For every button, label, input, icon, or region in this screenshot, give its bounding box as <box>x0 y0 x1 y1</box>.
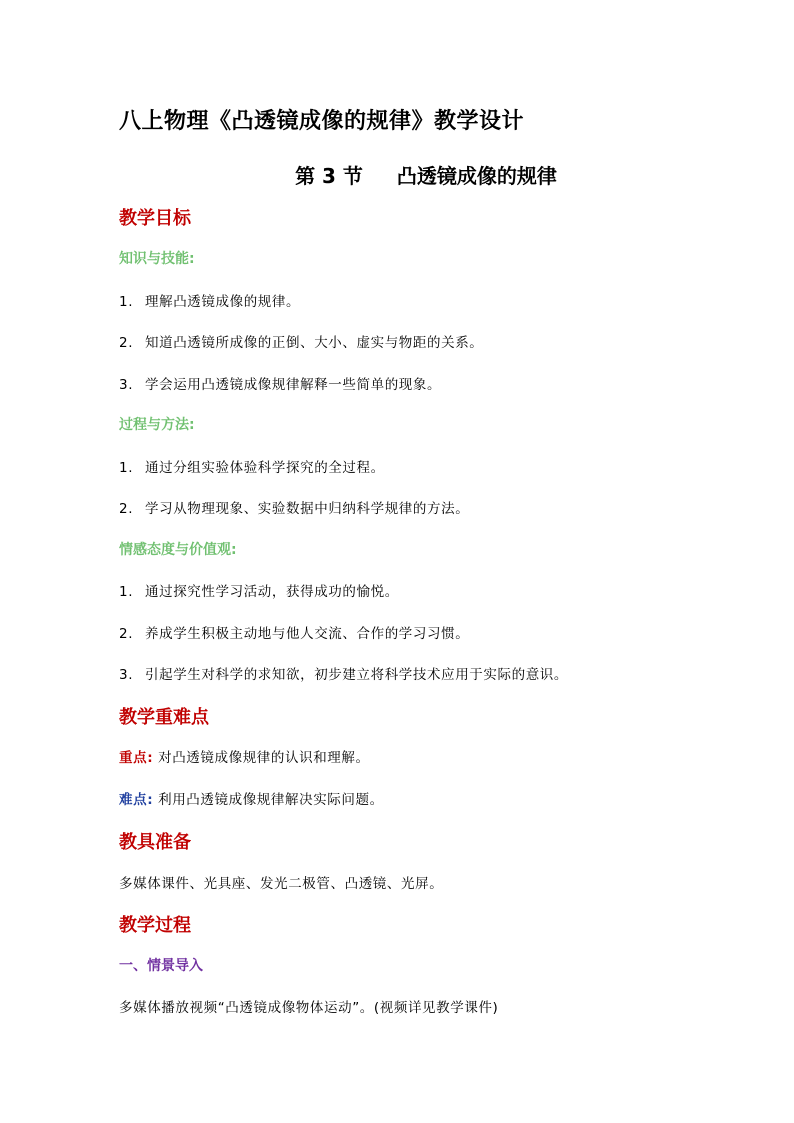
list-item: 1. 理解凸透镜成像的规律。 <box>119 294 301 310</box>
list-item: 2. 知道凸透镜所成像的正倒、大小、虚实与物距的关系。 <box>119 335 484 351</box>
difficulty-text: 利用凸透镜成像规律解决实际问题。 <box>158 792 384 808</box>
difficulty-label: 难点: <box>119 792 154 808</box>
document-title: 八上物理《凸透镜成像的规律》教学设计 <box>119 109 525 134</box>
focus-text: 对凸透镜成像规律的认识和理解。 <box>158 750 370 766</box>
difficulty-paragraph <box>119 788 384 808</box>
process-methods-heading: 过程与方法: <box>119 417 195 433</box>
section-number: 第 3 节 <box>295 164 363 188</box>
list-item: 3. 学会运用凸透镜成像规律解释一些简单的现象。 <box>119 377 442 393</box>
section-title <box>0 160 794 189</box>
knowledge-skills-heading: 知识与技能: <box>119 251 195 267</box>
equipment-heading: 教具准备 <box>119 832 191 853</box>
section-name: 凸透镜成像的规律 <box>396 164 557 188</box>
focus-paragraph <box>119 746 370 766</box>
process-heading: 教学过程 <box>119 915 191 936</box>
list-item: 2. 养成学生积极主动地与他人交流、合作的学习习惯。 <box>119 626 470 642</box>
list-item: 3. 引起学生对科学的求知欲，初步建立将科学技术应用于实际的意识。 <box>119 667 568 683</box>
list-item: 1. 通过分组实验体验科学探究的全过程。 <box>119 460 385 476</box>
equipment-text: 多媒体课件、光具座、发光二极管、凸透镜、光屏。 <box>119 876 444 892</box>
key-points-heading: 教学重难点 <box>119 707 209 728</box>
intro-step-heading: 一、情景导入 <box>119 958 203 974</box>
focus-label: 重点: <box>119 750 154 766</box>
intro-step-text: 多媒体播放视频“凸透镜成像物体运动”。(视频详见教学课件) <box>119 1000 499 1016</box>
list-item: 2. 学习从物理现象、实验数据中归纳科学规律的方法。 <box>119 501 470 517</box>
objectives-heading: 教学目标 <box>119 208 191 229</box>
attitude-values-heading: 情感态度与价值观: <box>119 542 237 558</box>
list-item: 1. 通过探究性学习活动，获得成功的愉悦。 <box>119 584 399 600</box>
